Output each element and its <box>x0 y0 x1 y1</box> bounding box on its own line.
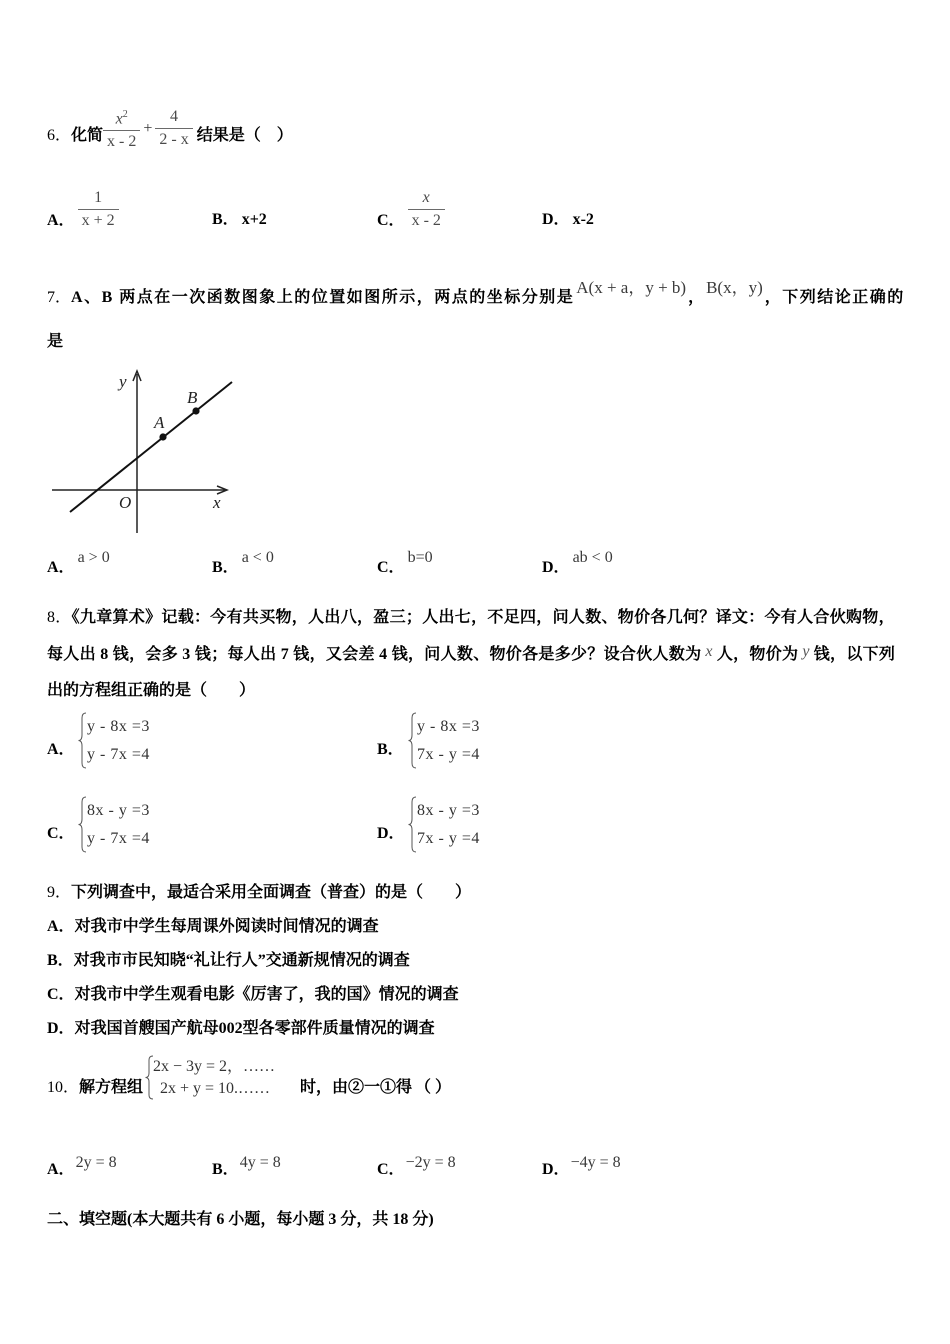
question-6-option-c <box>377 187 445 232</box>
option-label: D． <box>542 1161 570 1178</box>
numerator-base: x <box>115 110 123 128</box>
option-label: C． <box>377 1161 405 1178</box>
stem-text-after <box>300 1078 451 1098</box>
question-8-stem-line-3: 出的方程组正确的是（ ） <box>47 682 256 699</box>
fraction-numerator: 4 <box>170 108 179 125</box>
question-7-option-b <box>212 549 274 578</box>
option-label: D． <box>47 1020 75 1037</box>
question-number: 9． <box>47 884 72 901</box>
question-8-option-a <box>47 712 347 774</box>
stem-text: 人，物价为 <box>716 646 799 663</box>
equation-2: 7x - y =4 <box>417 746 480 763</box>
equation-2: 2x + y = 10.…… <box>160 1080 271 1097</box>
coordinate-b: B(x，y) <box>706 278 763 297</box>
stem-text: 结果是（ ） <box>196 126 293 144</box>
option-text: 4y = 8 <box>239 1154 281 1171</box>
equation-2: y - 7x =4 <box>87 746 150 763</box>
option-text: 对我市中学生观看电影《厉害了，我的国》情况的调查 <box>74 986 459 1003</box>
option-text: a > 0 <box>77 549 110 566</box>
question-9-option-d <box>47 1019 435 1039</box>
x-axis-label: x <box>213 493 221 512</box>
question-number: 6． <box>47 126 72 144</box>
fraction-numerator <box>112 104 132 130</box>
fraction-numerator: x <box>422 189 430 206</box>
fraction-denominator: x - 2 <box>107 133 137 151</box>
option-text: 2y = 8 <box>75 1154 117 1171</box>
question-7-stem-line-1 <box>47 278 905 308</box>
question-7-option-d <box>542 549 613 578</box>
option-text: 对我国首艘国产航母002型各零部件质量情况的调查 <box>74 1020 435 1037</box>
question-7-option-a <box>47 549 110 578</box>
option-label: B． <box>212 1161 239 1178</box>
option-text: −2y = 8 <box>405 1154 456 1171</box>
point-a-label: A <box>154 413 165 432</box>
stem-text: ，下列结论正确的 <box>764 289 905 306</box>
point-b <box>192 407 199 414</box>
option-label: B． <box>377 741 404 758</box>
point-a <box>159 433 166 440</box>
fraction-numerator: 1 <box>94 189 103 206</box>
question-9-option-a <box>47 917 379 937</box>
question-8-stem-line-2 <box>47 645 895 665</box>
question-8-stem-line-1 <box>47 608 895 628</box>
question-number: 7． <box>47 289 72 306</box>
option-text: ab < 0 <box>572 549 613 566</box>
question-6-option-d <box>542 210 594 230</box>
option-label: A． <box>47 918 75 935</box>
option-label: A． <box>47 211 75 229</box>
equation-2: y - 7x =4 <box>87 830 150 847</box>
y-axis-label: y <box>119 372 127 391</box>
question-7-option-c <box>377 549 433 578</box>
equation-1: 8x - y =3 <box>417 802 480 819</box>
question-number-and-text <box>47 1078 143 1098</box>
answer-bracket: （ ） <box>415 1079 452 1096</box>
fraction-denominator: 2 - x <box>159 131 189 148</box>
option-text: x+2 <box>241 211 267 228</box>
question-9-stem <box>47 883 471 903</box>
option-label: C． <box>377 211 405 229</box>
option-label: B． <box>47 952 74 969</box>
question-9-option-c <box>47 985 459 1005</box>
question-10-option-d <box>542 1154 621 1180</box>
stem-text: 化简 <box>71 126 104 144</box>
origin-label: O <box>119 493 132 512</box>
fraction-2 <box>155 106 192 151</box>
option-label: A． <box>47 741 75 758</box>
option-text: a < 0 <box>241 549 274 566</box>
equation-1: y - 8x =3 <box>417 718 480 735</box>
numerator-exponent: 2 <box>122 108 128 120</box>
stem-comma: ， <box>688 289 705 306</box>
question-8-option-b <box>377 712 677 774</box>
question-6-stem <box>47 106 293 151</box>
stem-text: A、B 两点在一次函数图象上的位置如图所示，两点的坐标分别是 <box>71 289 575 306</box>
variable-x: x <box>705 643 713 660</box>
question-10-stem <box>47 1052 467 1102</box>
variable-y: y <box>802 643 810 660</box>
question-8-option-c <box>47 796 347 858</box>
question-6-option-b <box>212 210 267 230</box>
question-10-option-a <box>47 1154 117 1180</box>
equation-1: 8x - y =3 <box>87 802 150 819</box>
function-line <box>70 382 232 512</box>
option-label: B． <box>212 211 239 228</box>
option-label: C． <box>47 825 75 842</box>
option-text: b=0 <box>407 549 433 566</box>
option-label: D． <box>377 825 405 842</box>
question-number: 10． <box>47 1079 80 1096</box>
equation-1: 2x − 3y = 2，…… <box>153 1058 276 1075</box>
option-fraction <box>408 187 445 232</box>
stem-text: 解方程组 <box>79 1079 144 1096</box>
stem-text: 《九章算术》记载：今有共买物，人出八，盈三；人出七，不足四，问人数、物价各几何？译文：今有人合伙购物， <box>71 609 895 626</box>
question-number: 8． <box>47 609 72 626</box>
linear-function-graph <box>50 368 240 534</box>
option-label: D． <box>542 559 570 576</box>
fraction-denominator: x - 2 <box>411 212 441 229</box>
option-label: A． <box>47 1161 75 1178</box>
plus-sign: + <box>143 119 153 137</box>
fraction-1 <box>103 104 140 153</box>
stem-text: 钱，以下列 <box>813 646 896 663</box>
option-label: C． <box>47 986 75 1003</box>
option-label: B． <box>212 559 239 576</box>
fraction-denominator: x + 2 <box>81 212 115 229</box>
stem-text: 时，由②一①得 <box>300 1079 413 1096</box>
option-label: D． <box>542 211 570 228</box>
option-text: 对我市市民知晓“礼让行人”交通新规情况的调查 <box>73 952 410 969</box>
question-10-option-c <box>377 1154 456 1180</box>
stem-text: 每人出 8 钱，会多 3 钱；每人出 7 钱，又会差 4 钱，问人数、物价各是多少？设合伙人数为 <box>47 646 702 663</box>
option-text: 对我市中学生每周课外阅读时间情况的调查 <box>74 918 379 935</box>
section-2-heading: 二、填空题(本大题共有 6 小题，每小题 3 分，共 18 分) <box>47 1211 434 1228</box>
coordinate-a: A(x + a，y + b) <box>576 278 687 297</box>
option-label: A． <box>47 559 75 576</box>
question-7-stem-line-2: 是 <box>47 333 64 350</box>
option-text: −4y = 8 <box>570 1154 621 1171</box>
question-10-option-b <box>212 1154 281 1180</box>
option-fraction <box>78 187 119 232</box>
equation-1: y - 8x =3 <box>87 718 150 735</box>
question-8-option-d <box>377 796 677 858</box>
point-b-label: B <box>187 388 198 407</box>
option-text: x-2 <box>572 211 594 228</box>
question-9-option-b <box>47 951 410 971</box>
equation-2: 7x - y =4 <box>417 830 480 847</box>
question-6-option-a <box>47 187 119 232</box>
stem-text: 下列调查中，最适合采用全面调查（普查）的是（ ） <box>71 884 472 901</box>
option-label: C． <box>377 559 405 576</box>
